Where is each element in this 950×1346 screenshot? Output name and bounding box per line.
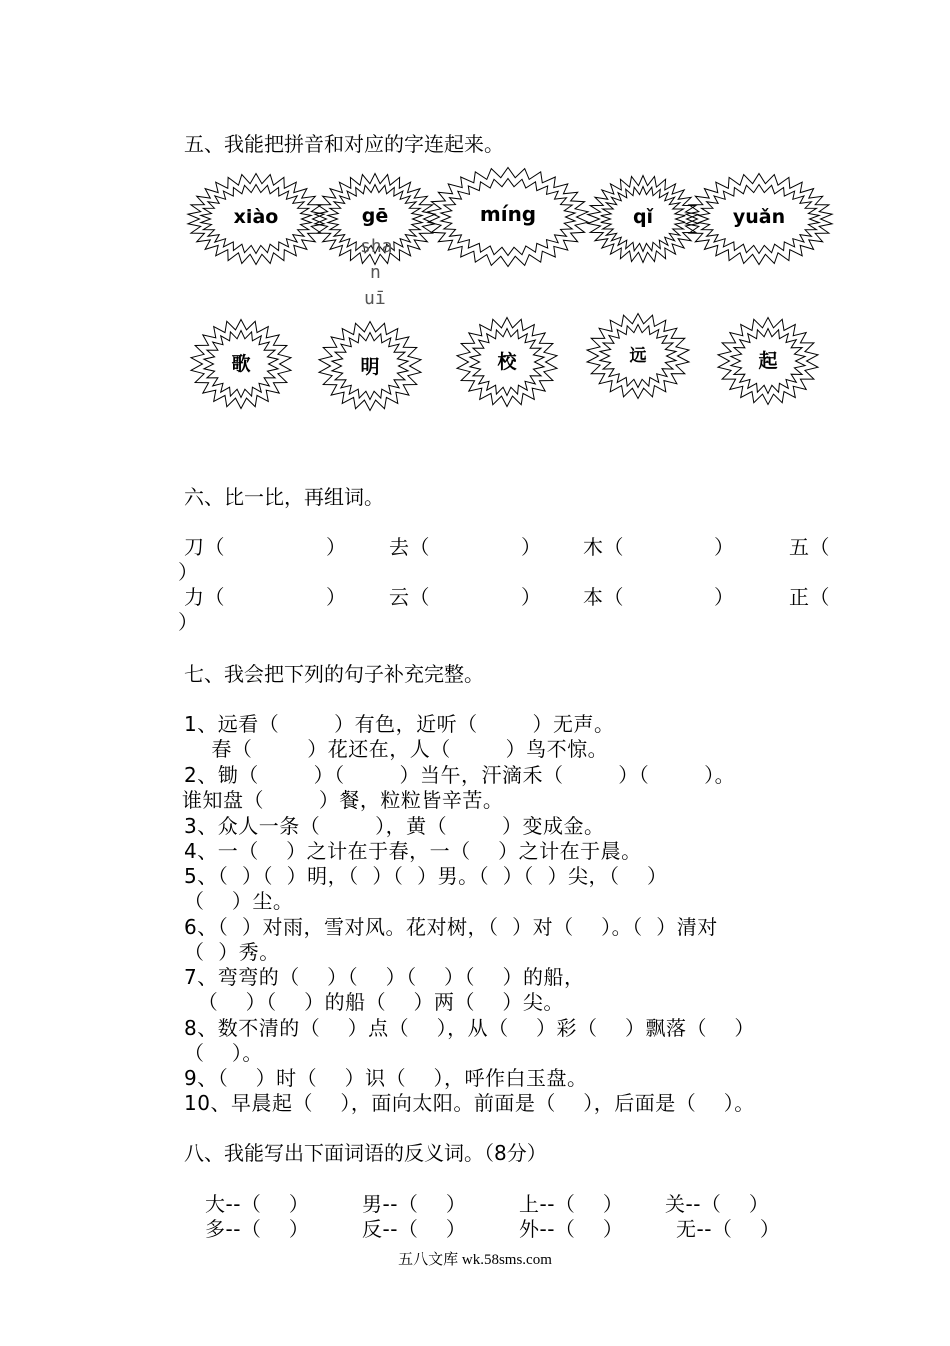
sentence-line: （ ）（ ）的船（ ）两（ ）尖。	[184, 990, 564, 1014]
pinyin-label: míng	[479, 202, 537, 226]
compare-item: 去（	[389, 535, 430, 559]
sentence-line: 3、众人一条（ ），黄（ ）变成金。	[184, 814, 605, 838]
antonym-item: 大--（ ）	[205, 1192, 310, 1216]
char-label: 歌	[231, 353, 251, 375]
section-7-title: 七、我会把下列的句子补充完整。	[184, 662, 484, 686]
sentence-line: （ ）秀。	[184, 940, 280, 964]
antonym-item: 男--（ ）	[362, 1192, 467, 1216]
char-star-ming	[317, 320, 423, 412]
sentence-line: （ ）尘。	[184, 889, 294, 913]
compare-close: ）	[178, 560, 199, 584]
char-label: 起	[758, 350, 778, 372]
section-8-title: 八、我能写出下面词语的反义词。（8分）	[184, 1141, 547, 1165]
compare-close: ）	[326, 585, 347, 609]
compare-close: ）	[178, 610, 199, 634]
compare-close: ）	[326, 535, 347, 559]
char-star-qi	[716, 316, 820, 406]
sentence-line: （ ）。	[184, 1041, 263, 1065]
antonym-item: 上--（ ）	[519, 1192, 624, 1216]
sentence-line: 9、（ ）时（ ）识（ ），呼作白玉盘。	[184, 1066, 588, 1090]
pinyin-star-ming	[426, 166, 590, 268]
char-star-xiao	[455, 316, 559, 408]
stray-text-n: n	[370, 262, 381, 283]
antonym-item: 多--（ ）	[205, 1217, 310, 1241]
char-star-ge	[189, 318, 293, 410]
compare-item: 力（	[184, 585, 225, 609]
sentence-line: 春（ ）花还在，人（ ）鸟不惊。	[184, 737, 609, 761]
pinyin-label: yuǎn	[732, 206, 786, 228]
compare-item: 刀（	[184, 535, 225, 559]
compare-item: 本（	[583, 585, 624, 609]
section-5-title: 五、我能把拼音和对应的字连起来。	[184, 132, 504, 156]
sentence-line: 5、（ ）（ ）明，（ ）（ ）男。（ ）（ ）尖，（ ）	[184, 864, 668, 888]
compare-close: ）	[521, 585, 542, 609]
compare-close: ）	[714, 535, 735, 559]
antonym-item: 关--（ ）	[665, 1192, 770, 1216]
pinyin-label: gē	[361, 205, 389, 227]
sentence-line: 4、一（ ）之计在于春，一（ ）之计在于晨。	[184, 839, 642, 863]
compare-item: 五（	[789, 535, 830, 559]
stray-text-sha: sha	[360, 236, 393, 257]
char-label: 远	[629, 346, 647, 366]
compare-item: 木（	[583, 535, 624, 559]
pinyin-star-xiao	[186, 172, 326, 266]
antonym-item: 无--（ ）	[676, 1217, 781, 1241]
pinyin-star-yuan	[684, 172, 834, 266]
sentence-line: 1、远看（ ）有色，近听（ ）无声。	[184, 712, 615, 736]
compare-close: ）	[521, 535, 542, 559]
sentence-line: 8、数不清的（ ）点（ ），从（ ）彩（ ）飘落（ ）	[184, 1016, 755, 1040]
char-label: 校	[497, 351, 517, 373]
footer-watermark: 五八文库 wk.58sms.com	[398, 1252, 552, 1268]
char-star-yuan	[585, 312, 691, 400]
antonym-item: 外--（ ）	[519, 1217, 624, 1241]
section-6-title: 六、比一比，再组词。	[184, 485, 384, 509]
sentence-line: 10、早晨起（ ），面向太阳。前面是（ ），后面是（ ）。	[184, 1091, 755, 1115]
pinyin-label: qǐ	[632, 206, 654, 228]
stray-text-ui: uī	[364, 288, 386, 309]
sentence-line: 谁知盘（ ）餐，粒粒皆辛苦。	[182, 788, 504, 812]
sentence-line: 7、弯弯的（ ）（ ）（ ）（ ）的船，	[184, 965, 585, 989]
sentence-line: 6、（ ）对雨，雪对风。花对树，（ ）对（ ）。（ ）清对	[184, 915, 718, 939]
pinyin-star-qi	[586, 174, 700, 264]
compare-close: ）	[714, 585, 735, 609]
antonym-item: 反--（ ）	[362, 1217, 467, 1241]
compare-item: 云（	[389, 585, 430, 609]
compare-item: 正（	[789, 585, 830, 609]
sentence-line: 2、锄（ ）（ ）当午，汗滴禾（ ）（ ）。	[184, 763, 736, 787]
pinyin-label: xiào	[233, 206, 279, 228]
char-label: 明	[360, 356, 380, 378]
